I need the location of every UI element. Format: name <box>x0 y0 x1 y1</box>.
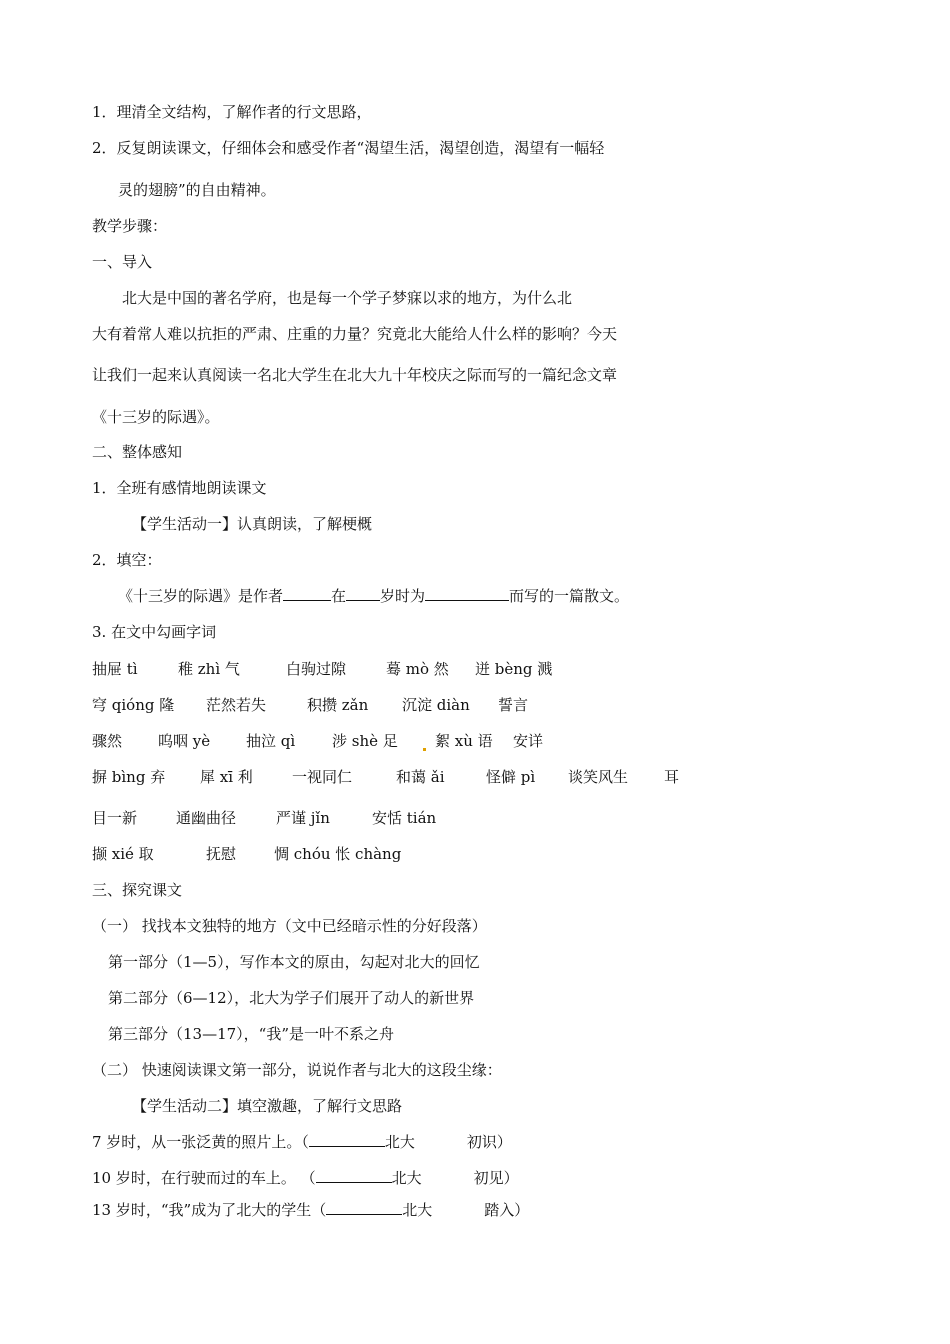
item-2: 2．填空： <box>92 551 162 569</box>
fill-row-2 <box>92 1168 519 1188</box>
objective-1: 1．理清全文结构，了解作者的行文思路， <box>92 103 372 121</box>
word-item: 安恬 tián <box>372 809 437 827</box>
word-item: 抚慰 <box>206 845 237 863</box>
word-item: 稚 zhì 气 <box>178 660 240 678</box>
word-item: 摒 bìng 弃 <box>92 768 166 786</box>
blank-author[interactable] <box>283 586 331 601</box>
word-item: 抽泣 qì <box>246 732 296 750</box>
part-3: 第三部分（13—17），“我”是一叶不系之舟 <box>108 1025 395 1043</box>
fill-row-1 <box>92 1132 512 1152</box>
sub-question-2: （二） 快速阅读课文第一部分，说说作者与北大的这段尘缘： <box>92 1061 502 1079</box>
word-item: 絮 xù 语 <box>435 732 493 750</box>
activity-2: 【学生活动二】填空激趣，了解行文思路 <box>132 1097 403 1115</box>
blank-verb[interactable] <box>326 1200 402 1215</box>
intro-line-4: 《十三岁的际遇》。 <box>92 408 220 426</box>
word-item: 惆 chóu 怅 chàng <box>274 845 402 863</box>
fill-text-3: 岁时为 <box>380 587 426 605</box>
blank-purpose[interactable] <box>425 586 509 601</box>
fill-row-mid: 北大 <box>391 1169 422 1187</box>
fill-row-end: 初见） <box>473 1169 519 1187</box>
part-1: 第一部分（1—5），写作本文的原由，勾起对北大的回忆 <box>108 953 480 971</box>
word-item: 耳 <box>664 768 680 786</box>
section3-heading: 三、探究课文 <box>92 881 183 899</box>
word-row-4 <box>92 767 679 787</box>
word-item: 誓言 <box>498 696 529 714</box>
word-item: 严谨 jǐn <box>276 809 330 827</box>
fill-row-mid: 北大 <box>384 1133 415 1151</box>
word-item: 呜咽 yè <box>158 732 211 750</box>
word-item: 茫然若失 <box>206 696 267 714</box>
item-1: 1．全班有感情地朗读课文 <box>92 479 267 497</box>
sub-question-1: （一） 找找本文独特的地方（文中已经暗示性的分好段落） <box>92 917 487 935</box>
objective-2-cont: 灵的翅膀”的自由精神。 <box>118 181 276 199</box>
intro-line-1: 北大是中国的著名学府，也是每一个学子梦寐以求的地方，为什么北 <box>122 289 573 307</box>
intro-line-3: 让我们一起来认真阅读一名北大学生在北大九十年校庆之际而写的一篇纪念文章 <box>92 366 618 384</box>
blank-age[interactable] <box>346 586 380 601</box>
word-item: 谈笑风生 <box>568 768 629 786</box>
objective-2: 2．反复朗读课文，仔细体会和感受作者“渴望生活，渴望创造，渴望有一幅轻 <box>92 139 605 157</box>
word-item: 迸 bèng 溅 <box>475 660 553 678</box>
blank-verb[interactable] <box>309 1132 385 1147</box>
fill-row-prefix: 7 岁时，从一张泛黄的照片上。（ <box>92 1133 309 1151</box>
word-row-3 <box>92 731 543 751</box>
word-item: 通幽曲径 <box>176 809 237 827</box>
word-item: 骤然 <box>92 732 123 750</box>
section2-heading: 二、整体感知 <box>92 443 183 461</box>
part-2: 第二部分（6—12），北大为学子们展开了动人的新世界 <box>108 989 475 1007</box>
fill-text-1: 《十三岁的际遇》是作者 <box>118 587 284 605</box>
intro-line-2: 大有着常人难以抗拒的严肃、庄重的力量？究竟北大能给人什么样的影响？今天 <box>92 325 618 343</box>
word-item: 撷 xié 取 <box>92 845 154 863</box>
fill-row-mid: 北大 <box>402 1201 433 1219</box>
word-item: 穹 qióng 隆 <box>92 696 175 714</box>
activity-1: 【学生活动一】认真朗读，了解梗概 <box>132 515 373 533</box>
word-item: 和蔼 ǎi <box>396 768 445 786</box>
word-row-2 <box>92 695 528 715</box>
section1-heading: 一、导入 <box>92 253 153 271</box>
word-row-6 <box>92 844 401 864</box>
steps-heading: 教学步骤： <box>92 217 168 235</box>
word-item: 目一新 <box>92 809 138 827</box>
word-item: 一视同仁 <box>292 768 353 786</box>
fill-blank-sentence <box>118 586 629 606</box>
fill-text-2: 在 <box>331 587 347 605</box>
word-item: 白驹过隙 <box>286 660 347 678</box>
word-item: 蓦 mò 然 <box>386 660 449 678</box>
fill-row-prefix: 13 岁时，“我”成为了北大的学生（ <box>92 1201 327 1219</box>
fill-text-4: 而写的一篇散文。 <box>509 587 630 605</box>
word-item: 涉 shè 足 <box>332 732 398 750</box>
word-item: 犀 xī 利 <box>200 768 253 786</box>
word-item: 安详 <box>513 732 544 750</box>
word-item: 怪僻 pì <box>486 768 536 786</box>
word-item: 积攒 zǎn <box>307 696 369 714</box>
fill-row-prefix: 10 岁时，在行驶而过的车上。 （ <box>92 1169 316 1187</box>
word-row-5 <box>92 808 436 828</box>
item-3: 3. 在文中勾画字词 <box>92 623 217 641</box>
word-row-1 <box>92 659 552 679</box>
fill-row-3 <box>92 1200 529 1220</box>
fill-row-end: 初识） <box>466 1133 512 1151</box>
highlight-mark <box>423 748 426 751</box>
fill-row-end: 踏入） <box>484 1201 530 1219</box>
word-item: 抽屉 tì <box>92 660 138 678</box>
blank-verb[interactable] <box>316 1168 392 1183</box>
word-item: 沉淀 diàn <box>402 696 470 714</box>
